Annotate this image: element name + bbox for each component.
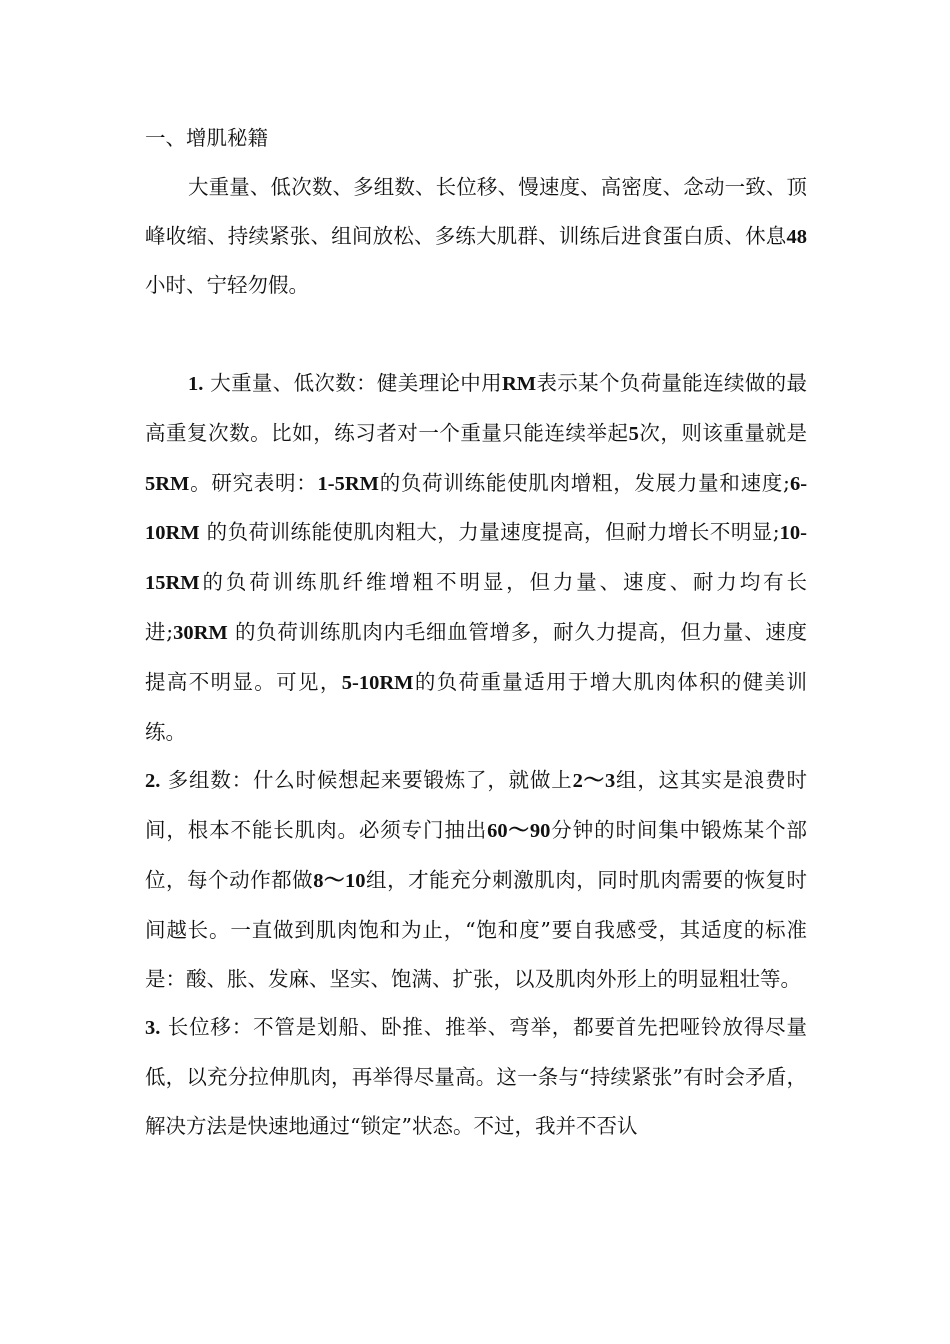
bold-run: 5 <box>628 422 639 445</box>
bold-run: 1-5RM <box>317 472 379 495</box>
bold-run: 10-15RM <box>145 522 807 595</box>
summary-paragraph: 大重量、低次数、多组数、长位移、慢速度、高密度、念动一致、顶峰收缩、持续紧张、组间放松、多练大肌群、训练后进食蛋白质、休息48小时、宁轻勿假。 <box>145 174 807 298</box>
section-title: 一、增肌秘籍 <box>145 126 268 150</box>
document-body <box>145 114 807 1151</box>
bold-run: 48 <box>786 225 807 248</box>
item-3-paragraph <box>145 1003 807 1150</box>
item-3-text: 长位移：不管是划船、卧推、推举、弯举，都要首先把哑铃放得尽量低，以充分拉伸肌肉，再举得尽量高。这一条与“持续紧张”有时会矛盾，解决方法是快速地通过“锁定”状态。不过，我并不否认 <box>145 1015 807 1138</box>
bold-run: 8～10 <box>313 869 366 892</box>
item-1-number: 1. <box>188 372 204 395</box>
item-1-text: 大重量、低次数：健美理论中用RM表示某个负荷量能连续做的最高重复次数。比如，练习者对一个重量只能连续举起5次，则该重量就是5RM。研究表明：1-5RM的负荷训练能使肌肉增粗，发展力量和速度;6-10RM 的负荷训练能使肌肉粗大，力量速度提高，但耐力增长不明显;10-15RM的负荷训练肌纤维增粗不明显，但力量、速度、耐力均有长进;30RM 的负荷训练肌肉内毛细血管增多，耐久力提高，但力量、速度提高不明显。可见，5-10RM的负荷重量适用于增大肌肉体积的健美训练。 <box>145 370 808 744</box>
bold-run: RM <box>501 372 537 395</box>
item-1-paragraph <box>145 359 807 756</box>
item-2-text: 多组数：什么时候想起来要锻炼了，就做上2～3组，这其实是浪费时间，根本不能长肌肉。必须专门抽出60～90分钟的时间集中锻炼某个部位，每个动作都做8～10组，才能充分刺激肌肉，同时肌肉需要的恢复时间越长。一直做到肌肉饱和为止，“饱和度”要自我感受，其适度的标准是：酸、胀、发麻、坚实、饱满、扩张，以及肌肉外形上的明显粗壮等。 <box>145 768 808 991</box>
bold-run: 5-10RM <box>341 671 414 694</box>
item-2-paragraph <box>145 756 807 1003</box>
bold-run: 30RM <box>173 621 228 644</box>
bold-run: 2～3 <box>572 770 616 793</box>
blank-line <box>145 310 807 359</box>
item-2-number: 2. <box>145 770 161 793</box>
bold-run: 60～90 <box>487 820 551 843</box>
bold-run: 5RM <box>145 472 190 495</box>
item-3-number: 3. <box>145 1017 161 1040</box>
bold-run: 6-10RM <box>145 472 808 545</box>
